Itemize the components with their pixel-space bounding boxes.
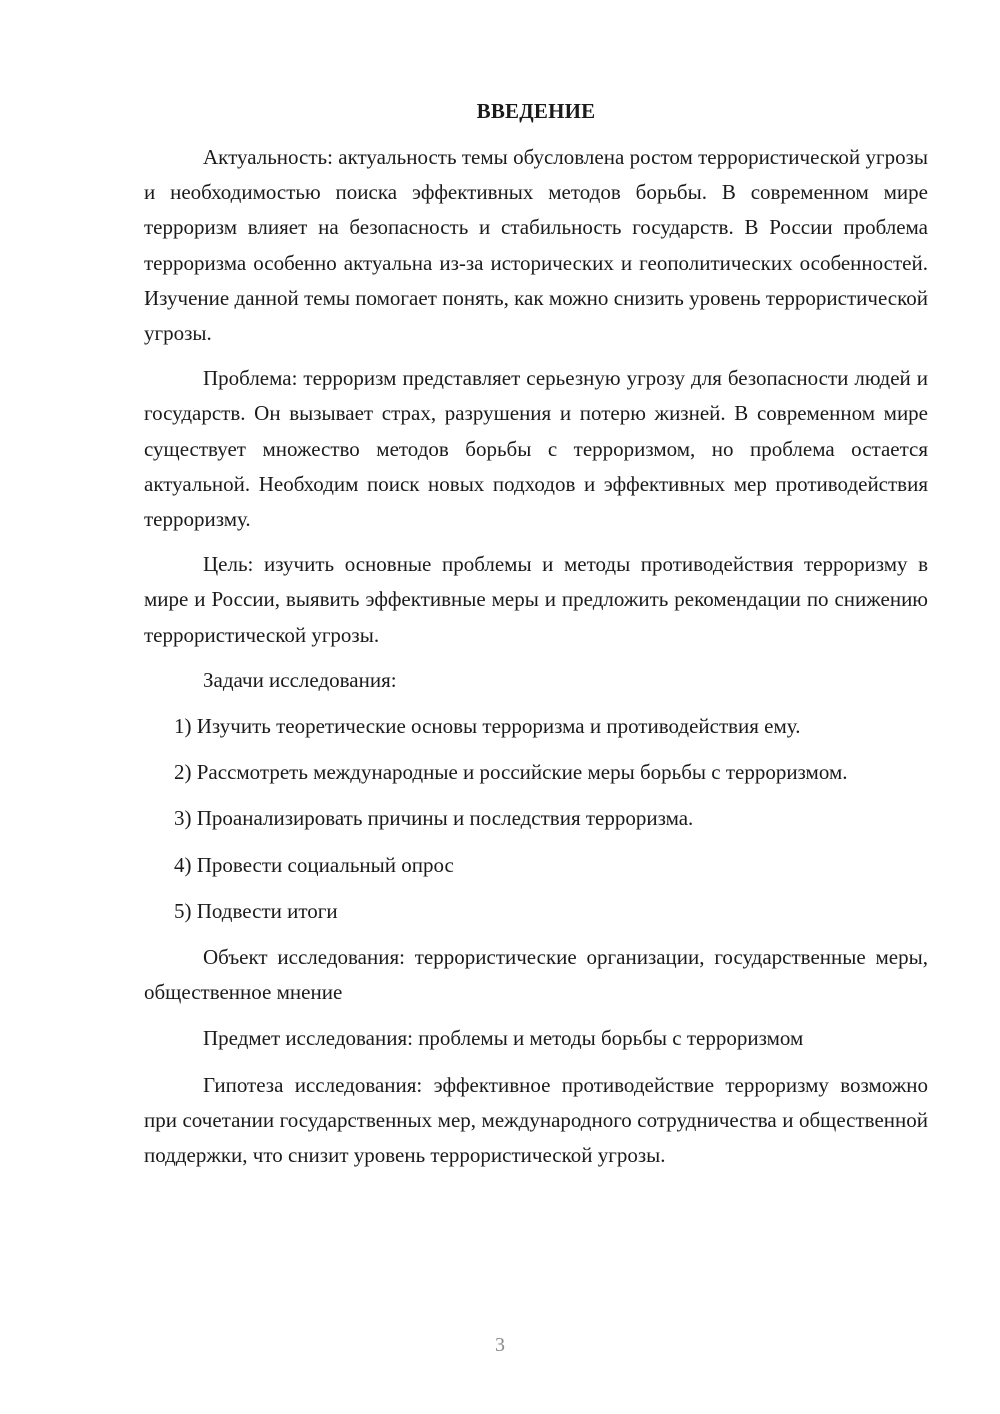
- task-item-4: 4) Провести социальный опрос: [174, 852, 454, 877]
- tasks-heading: Задачи исследования:: [203, 667, 397, 692]
- task-item-3: 3) Проанализировать причины и последствия терроризма.: [174, 806, 694, 831]
- task-item-2: 2) Рассмотреть международные и российские меры борьбы с терроризмом.: [174, 760, 848, 785]
- relevance-paragraph: Актуальность: актуальность темы обусловлена ростом террористической угрозы и необходимостью поиска эффективных методов борьбы. В современном мире терроризм влияет на безопасность и стабильность государств. В России проблема терроризма особенно актуальна из-за исторических и геополитических особенностей. Изучение данной темы помогает понять, как можно снизить уровень террористической угрозы.: [144, 145, 928, 346]
- problem-paragraph: Проблема: терроризм представляет серьезную угрозу для безопасности людей и государств. Он вызывает страх, разрушения и потерю жизней. В современном мире существует множество методов борьбы с терроризмом, но проблема остается актуальной. Необходим поиск новых подходов и эффективных мер противодействия терроризму.: [144, 366, 928, 532]
- page-number: 3: [495, 1334, 505, 1356]
- section-title: ВВЕДЕНИЕ: [476, 99, 596, 123]
- goal-paragraph: Цель: изучить основные проблемы и методы противодействия терроризму в мире и России, выявить эффективные меры и предложить рекомендации по снижению террористической угрозы.: [144, 552, 928, 647]
- task-item-5: 5) Подвести итоги: [174, 898, 338, 923]
- subject-paragraph: Предмет исследования: проблемы и методы борьбы с терроризмом: [203, 1026, 804, 1051]
- page-content: [144, 94, 928, 1173]
- hypothesis-paragraph: Гипотеза исследования: эффективное противодействие терроризму возможно при сочетании государственных мер, международного сотрудничества и общественной поддержки, что снизит уровень террористической угрозы.: [144, 1072, 928, 1168]
- object-paragraph: Объект исследования: террористические организации, государственные меры, общественное мнение: [144, 945, 928, 1005]
- task-item-1: 1) Изучить теоретические основы терроризма и противодействия ему.: [174, 714, 801, 739]
